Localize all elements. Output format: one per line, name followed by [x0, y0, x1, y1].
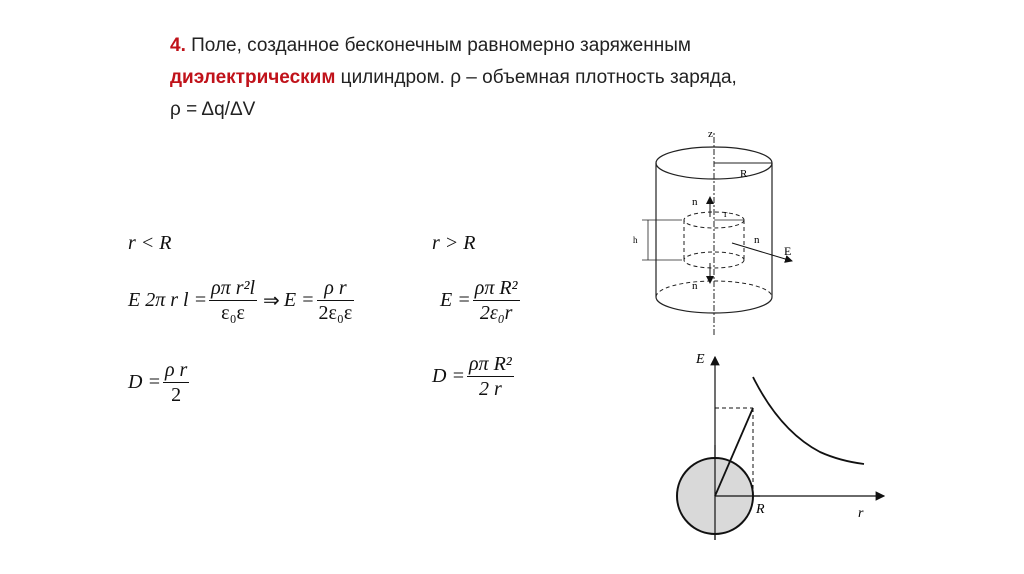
condition-outside-text: r > R — [432, 232, 476, 254]
radius-r-label: r — [724, 209, 728, 220]
eq-inside-denominator: ε₀ε — [221, 302, 245, 324]
R-mark-label: R — [756, 502, 765, 517]
eq-outside-denominator: 2ε₀r — [479, 302, 513, 324]
eq-outside-d-numerator: ρπ R² — [468, 353, 512, 375]
h-label: h — [633, 235, 638, 245]
heading-line-2-text: цилиндром. ρ – объемная плотность заряда, — [335, 67, 737, 88]
equation-outside-e — [440, 276, 522, 325]
heading-line-1 — [170, 30, 850, 62]
field-hyperbolic-curve — [753, 377, 864, 464]
field-E-label: E — [784, 244, 792, 258]
heading-line-3: ρ = Δq/ΔV — [170, 99, 256, 120]
eq-outside-fraction — [473, 276, 520, 325]
field-graph — [660, 345, 900, 545]
eq-inside-d-fraction — [163, 358, 189, 407]
implies-symbol: ⇒ — [263, 290, 280, 312]
eq-inside-d-lhs: D = — [128, 371, 161, 393]
side-normal-arrow — [732, 243, 792, 261]
eq-outside-d-lhs: D = — [432, 365, 465, 387]
condition-inside — [128, 232, 172, 255]
equation-outside-d — [432, 352, 516, 401]
equation-inside-d — [128, 358, 191, 407]
heading-bold-word: диэлектрическим — [170, 67, 336, 88]
normal-top-label: n — [692, 196, 698, 208]
z-label: z — [708, 128, 713, 140]
condition-inside-text: r < R — [128, 232, 172, 254]
normal-bottom-label: n — [692, 280, 698, 292]
heading-line-2 — [170, 62, 850, 94]
eq-inside-result-denominator: 2ε₀ε — [318, 302, 353, 324]
eq-inside-result-numerator: ρ r — [317, 276, 355, 301]
eq-inside-lhs: E 2π r l = — [128, 289, 208, 311]
equation-inside-e — [128, 276, 356, 325]
x-axis-label: r — [858, 506, 864, 521]
eq-inside-result-lhs: E = — [283, 289, 315, 311]
condition-outside — [432, 232, 476, 255]
heading — [170, 30, 850, 126]
side-normal-label: n — [754, 234, 760, 246]
heading-line-1-text: Поле, созданное бесконечным равномерно заряженным — [185, 35, 691, 56]
cylinder-diagram — [620, 125, 820, 345]
y-axis-label: E — [696, 352, 705, 367]
eq-outside-lhs: E = — [440, 289, 471, 311]
eq-outside-d-denominator: 2 r — [478, 378, 502, 400]
eq-outside-d-fraction — [467, 352, 514, 401]
eq-inside-d-numerator: ρ r — [164, 359, 188, 381]
eq-inside-numerator: ρπ r²l — [211, 277, 256, 299]
radius-R-label: R — [740, 168, 748, 180]
eq-inside-d-denominator: 2 — [171, 384, 182, 406]
eq-outside-numerator: ρπ R² — [474, 277, 518, 299]
eq-inside-fraction — [209, 276, 257, 325]
heading-number: 4. — [170, 35, 186, 56]
eq-inside-result-fraction — [317, 276, 355, 325]
